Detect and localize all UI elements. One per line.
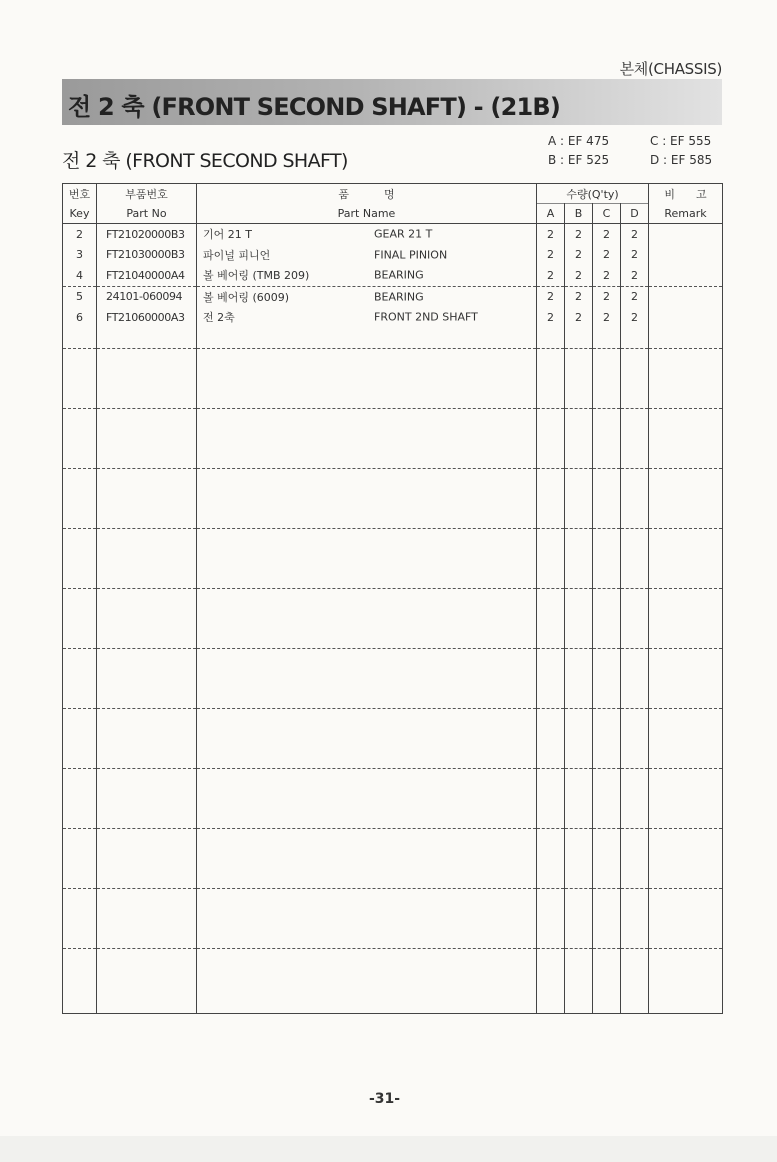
row-part-no: FT21060000A3 <box>97 307 197 328</box>
row-qty-d: 2 <box>621 245 649 266</box>
row-part-name <box>197 224 537 245</box>
row-part-name <box>197 307 537 328</box>
header-part-en: Part No <box>97 204 197 224</box>
row-qty-a: 2 <box>537 245 565 266</box>
row-part-no: FT21030000B3 <box>97 245 197 266</box>
row-remark <box>649 265 723 286</box>
footer-strip <box>0 1136 777 1162</box>
row-key: 6 <box>63 307 97 328</box>
table-row-empty <box>63 469 723 529</box>
row-key: 5 <box>63 286 97 307</box>
title-banner <box>62 79 722 125</box>
row-qty-c: 2 <box>593 307 621 328</box>
row-remark <box>649 245 723 266</box>
header-name-ko: 품 명 <box>197 184 537 204</box>
row-name-ko: 전 2축 <box>203 311 235 325</box>
page-number: -31- <box>369 1091 401 1107</box>
row-qty-d: 2 <box>621 307 649 328</box>
header-qty: 수량(Q'ty) <box>537 184 649 204</box>
row-qty-b: 2 <box>565 286 593 307</box>
row-qty-a: 2 <box>537 307 565 328</box>
row-part-name <box>197 265 537 286</box>
model-c-label: C : EF 555 <box>650 134 712 148</box>
table-row <box>63 224 723 245</box>
row-name-en: BEARING <box>374 268 424 282</box>
table-row-empty <box>63 529 723 589</box>
table-row <box>63 265 723 286</box>
header-part-ko: 부품번호 <box>97 184 197 204</box>
table-row-empty <box>63 409 723 469</box>
row-name-ko: 파이널 피니언 <box>203 248 271 262</box>
row-remark <box>649 286 723 307</box>
row-qty-a: 2 <box>537 286 565 307</box>
row-key: 2 <box>63 224 97 245</box>
table-header-row-ko <box>63 184 723 204</box>
header-qty-a: A <box>537 204 565 224</box>
row-qty-b: 2 <box>565 307 593 328</box>
page-subtitle: 전 2 축 (FRONT SECOND SHAFT) <box>62 150 348 172</box>
row-name-ko: 볼 베어링 (6009) <box>203 290 290 304</box>
row-part-name <box>197 245 537 266</box>
row-qty-b: 2 <box>565 224 593 245</box>
banner-title: 전 2 축 (FRONT SECOND SHAFT) - (21B) <box>68 93 561 121</box>
header-qty-b: B <box>565 204 593 224</box>
row-key: 4 <box>63 265 97 286</box>
row-qty-d: 2 <box>621 224 649 245</box>
row-qty-c: 2 <box>593 265 621 286</box>
row-qty-c: 2 <box>593 224 621 245</box>
table-row-empty <box>63 949 723 1014</box>
row-qty-b: 2 <box>565 245 593 266</box>
parts-table-wrapper <box>62 183 722 1080</box>
header-qty-d: D <box>621 204 649 224</box>
header-remark-en: Remark <box>649 204 723 224</box>
header-remark-ko: 비 고 <box>649 184 723 204</box>
row-name-en: FRONT 2ND SHAFT <box>374 310 478 324</box>
table-row <box>63 307 723 328</box>
row-name-ko: 볼 베어링 (TMB 209) <box>203 269 310 283</box>
model-d-label: D : EF 585 <box>650 153 713 167</box>
row-part-no: FT21020000B3 <box>97 224 197 245</box>
header-key-en: Key <box>63 204 97 224</box>
header-key-ko: 번호 <box>63 184 97 204</box>
parts-table <box>62 183 723 1014</box>
row-name-en: BEARING <box>374 290 424 304</box>
table-row-empty <box>63 829 723 889</box>
table-row-empty <box>63 769 723 829</box>
row-qty-c: 2 <box>593 286 621 307</box>
row-qty-d: 2 <box>621 286 649 307</box>
row-part-name <box>197 286 537 307</box>
row-name-en: FINAL PINION <box>374 248 448 262</box>
table-row-empty <box>63 889 723 949</box>
row-qty-c: 2 <box>593 245 621 266</box>
row-qty-a: 2 <box>537 224 565 245</box>
table-header-row-en <box>63 204 723 224</box>
table-row <box>63 286 723 307</box>
table-row-empty <box>63 349 723 409</box>
row-qty-b: 2 <box>565 265 593 286</box>
table-row-empty <box>63 709 723 769</box>
row-name-en: GEAR 21 T <box>374 227 433 241</box>
header-name-en: Part Name <box>197 204 537 224</box>
table-row-empty <box>63 589 723 649</box>
row-qty-a: 2 <box>537 265 565 286</box>
row-key: 3 <box>63 245 97 266</box>
row-name-ko: 기어 21 T <box>203 228 252 242</box>
header-qty-c: C <box>593 204 621 224</box>
table-row <box>63 245 723 266</box>
model-b-label: B : EF 525 <box>548 153 610 167</box>
row-remark <box>649 307 723 328</box>
section-label: 본체(CHASSIS) <box>619 60 722 78</box>
row-qty-d: 2 <box>621 265 649 286</box>
table-row-empty <box>63 649 723 709</box>
model-a-label: A : EF 475 <box>548 134 610 148</box>
row-part-no: FT21040000A4 <box>97 265 197 286</box>
row-remark <box>649 224 723 245</box>
table-row-empty <box>63 328 723 349</box>
row-part-no: 24101-060094 <box>97 286 197 307</box>
